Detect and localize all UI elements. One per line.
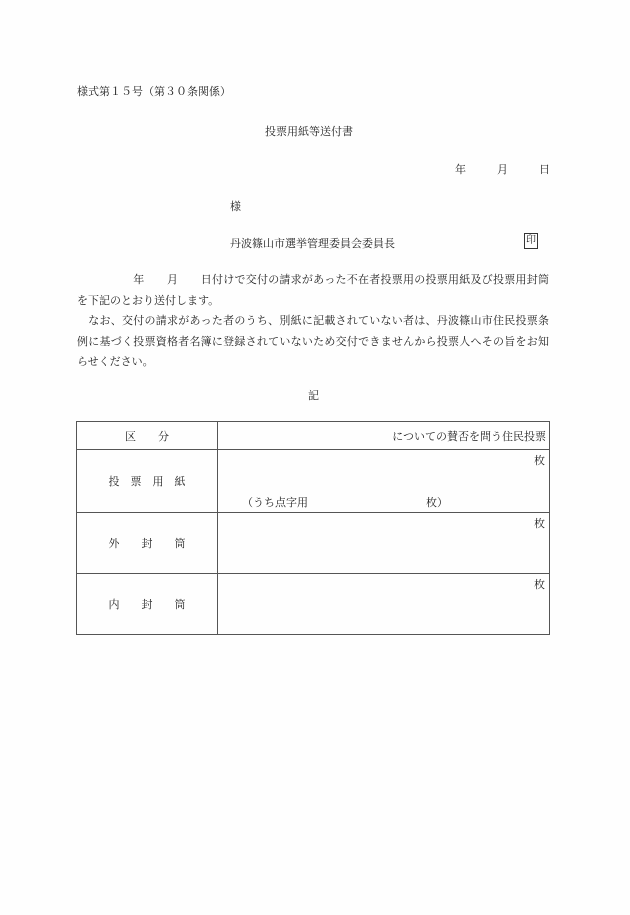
paragraph-2: なお、交付の請求があった者のうち、別紙に記載されていない者は、丹波篠山市住民投票条例に基づく投票資格者名簿に登録されていないため交付できませんから投票人へその旨をお知らせください。 xyxy=(77,314,549,368)
addressee-suffix: 様 xyxy=(230,200,241,213)
date-month: 月 xyxy=(497,163,508,176)
date-year: 年 xyxy=(455,163,466,176)
unit-label: 枚 xyxy=(534,578,545,591)
seal-box: 印 xyxy=(524,233,538,249)
braille-prefix: （うち点字用 xyxy=(242,496,308,509)
row-value-cell xyxy=(218,450,550,513)
ki-heading: 記 xyxy=(308,389,319,402)
table-row-outer-envelope xyxy=(77,513,550,574)
table-row-inner-envelope xyxy=(77,574,550,635)
date-line xyxy=(455,161,550,177)
date-day: 日 xyxy=(539,163,550,176)
form-number: 様式第１５号（第３０条関係） xyxy=(77,85,231,98)
delivery-table xyxy=(76,421,550,635)
unit-label: 枚 xyxy=(534,454,545,467)
braille-suffix: 枚） xyxy=(426,496,448,509)
row-value-cell xyxy=(218,513,550,574)
sender-title: 丹波篠山市選挙管理委員会委員長 xyxy=(230,237,395,250)
unit-label: 枚 xyxy=(534,517,545,530)
row-label: 投 票 用 紙 xyxy=(77,450,218,513)
table-row-ballot xyxy=(77,450,550,513)
table-header-row xyxy=(77,422,550,450)
row-label: 内 封 筒 xyxy=(77,574,218,635)
row-value-cell xyxy=(218,574,550,635)
paragraph-1: 年 月 日付けで交付の請求があった不在者投票用の投票用紙及び投票用封筒を下記のとおり送付します。 xyxy=(77,273,549,307)
header-category: 区 分 xyxy=(77,422,218,450)
document-title: 投票用紙等送付書 xyxy=(265,125,353,138)
header-description: についての賛否を問う住民投票 xyxy=(218,422,550,450)
row-label: 外 封 筒 xyxy=(77,513,218,574)
